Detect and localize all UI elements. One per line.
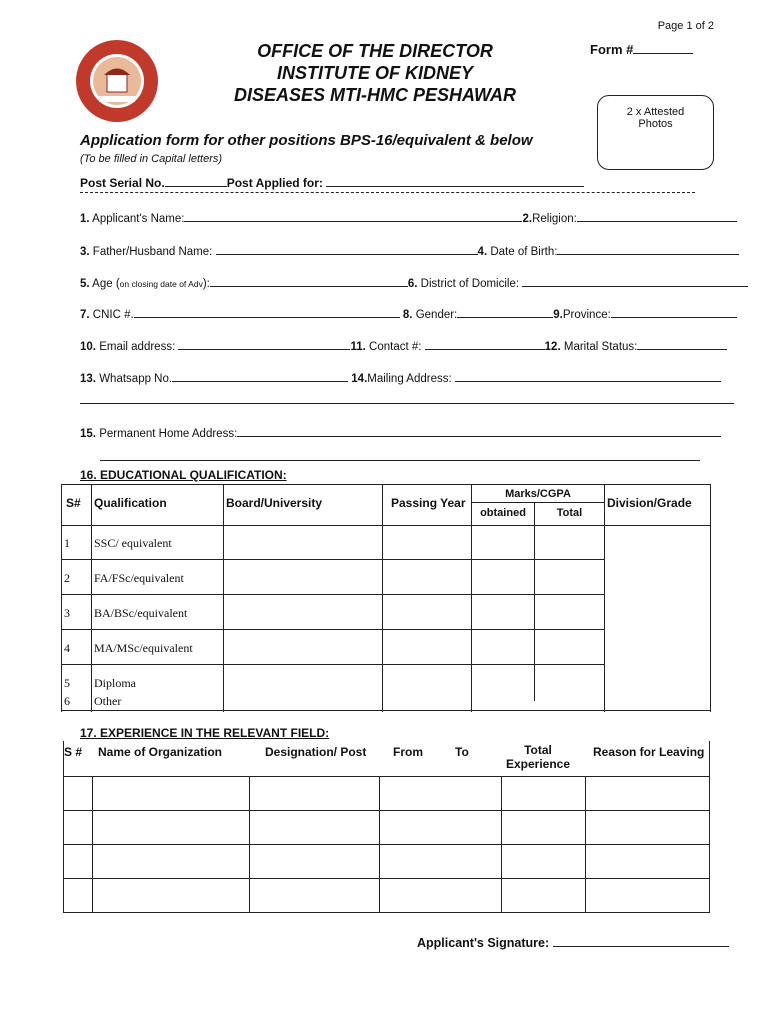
edu-header-total: Total bbox=[556, 507, 583, 519]
form-heading: Application form for other positions BPS-16/equivalent & below bbox=[80, 132, 533, 149]
edu-header-division: Division/Grade bbox=[605, 485, 711, 526]
permanent-address-label: Permanent Home Address: bbox=[99, 428, 238, 440]
field-11-number: 11. bbox=[350, 341, 366, 353]
education-table bbox=[61, 484, 711, 711]
exp-cell[interactable] bbox=[585, 776, 710, 810]
row-5-6 bbox=[80, 275, 748, 290]
marital-status-label: Marital Status: bbox=[563, 341, 638, 353]
exp-header-from: From bbox=[393, 745, 423, 759]
table-row bbox=[64, 810, 710, 844]
edu-qualification-5-6 bbox=[92, 665, 224, 711]
cnic-label: CNIC #. bbox=[92, 309, 134, 321]
edu-board-cell[interactable] bbox=[224, 665, 383, 711]
exp-cell[interactable] bbox=[501, 878, 585, 912]
exp-header-reason: Reason for Leaving bbox=[585, 741, 710, 776]
form-number bbox=[590, 42, 693, 57]
edu-qualification: MA/MSc/equivalent bbox=[92, 630, 224, 665]
field-3-number: 3. bbox=[80, 246, 90, 258]
dob-label: Date of Birth: bbox=[490, 246, 558, 258]
edu-marks-cell[interactable] bbox=[472, 595, 605, 630]
permanent-address-field[interactable] bbox=[237, 425, 721, 437]
exp-cell[interactable] bbox=[249, 878, 379, 912]
edu-sno: 2 bbox=[62, 560, 92, 595]
table-row bbox=[64, 776, 710, 810]
row-10-12 bbox=[80, 338, 727, 353]
edu-marks-cell[interactable] bbox=[472, 526, 605, 560]
form-subheading: (To be filled in Capital letters) bbox=[80, 153, 223, 165]
age-label-note: on closing date of Adv bbox=[119, 279, 203, 289]
exp-header-sno: S # bbox=[64, 741, 93, 776]
gender-field[interactable] bbox=[457, 306, 553, 318]
exp-cell[interactable] bbox=[379, 844, 501, 878]
post-serial-field[interactable] bbox=[165, 175, 227, 187]
exp-cell[interactable] bbox=[64, 776, 93, 810]
edu-header-year: Passing Year bbox=[383, 485, 472, 526]
row-1-2 bbox=[80, 210, 737, 225]
edu-sno-5-6 bbox=[62, 665, 92, 711]
edu-board-cell[interactable] bbox=[224, 560, 383, 595]
edu-qualification: FA/FSc/equivalent bbox=[92, 560, 224, 595]
field-7-number: 7. bbox=[80, 309, 90, 321]
exp-cell[interactable] bbox=[585, 844, 710, 878]
edu-header-obtained: obtained bbox=[472, 503, 535, 525]
exp-cell[interactable] bbox=[64, 878, 93, 912]
photo-box-line-1: 2 x Attested bbox=[626, 106, 685, 118]
field-10-number: 10. bbox=[80, 341, 96, 353]
mailing-address-label: Mailing Address: bbox=[367, 373, 452, 385]
field-13-number: 13. bbox=[80, 373, 96, 385]
edu-sno: 5 bbox=[64, 676, 70, 690]
exp-header-designation: Designation/ Post bbox=[265, 745, 367, 759]
edu-marks-cell[interactable] bbox=[472, 630, 605, 665]
edu-sno: 1 bbox=[62, 526, 92, 560]
age-label: Age ( bbox=[92, 278, 120, 290]
signature-field[interactable] bbox=[553, 935, 729, 947]
edu-year-cell[interactable] bbox=[383, 665, 472, 711]
contact-field[interactable] bbox=[425, 338, 545, 350]
field-5-number: 5. bbox=[80, 278, 90, 290]
field-15-number: 15. bbox=[80, 428, 96, 440]
edu-year-cell[interactable] bbox=[383, 630, 472, 665]
field-1-number: 1. bbox=[80, 213, 90, 225]
exp-cell[interactable] bbox=[379, 810, 501, 844]
divider bbox=[80, 192, 695, 199]
signature-line bbox=[417, 935, 729, 950]
edu-qualification: SSC/ equivalent bbox=[92, 526, 224, 560]
table-row bbox=[64, 844, 710, 878]
email-field[interactable] bbox=[178, 338, 350, 350]
edu-sno: 6 bbox=[64, 694, 70, 708]
row-15 bbox=[80, 425, 721, 440]
province-field[interactable] bbox=[611, 306, 737, 318]
post-applied-field[interactable] bbox=[326, 175, 584, 187]
form-number-label: Form # bbox=[590, 42, 634, 57]
field-14-number: 14. bbox=[351, 373, 368, 385]
exp-header-total: Total Experience bbox=[505, 743, 571, 771]
applicant-name-field[interactable] bbox=[184, 210, 522, 222]
title-line-3: DISEASES MTI-HMC PESHAWAR bbox=[233, 85, 517, 105]
exp-cell[interactable] bbox=[585, 878, 710, 912]
edu-qualification: Other bbox=[94, 694, 122, 708]
edu-board-cell[interactable] bbox=[224, 595, 383, 630]
gender-label: Gender: bbox=[415, 309, 458, 321]
permanent-address-line-2[interactable] bbox=[100, 460, 700, 461]
edu-division-cell[interactable] bbox=[605, 526, 711, 711]
edu-header-board: Board/University bbox=[224, 485, 383, 526]
marital-status-field[interactable] bbox=[637, 338, 727, 350]
exp-cell[interactable] bbox=[92, 776, 249, 810]
experience-table bbox=[63, 741, 710, 913]
dob-field[interactable] bbox=[557, 243, 739, 255]
whatsapp-label: Whatsapp No. bbox=[99, 373, 173, 385]
cnic-field[interactable] bbox=[134, 306, 400, 318]
exp-cell[interactable] bbox=[249, 844, 379, 878]
field-9-number: 9. bbox=[553, 309, 563, 321]
edu-header-qualification: Qualification bbox=[92, 485, 224, 526]
title-line-2: INSTITUTE OF KIDNEY bbox=[276, 63, 473, 83]
signature-label: Applicant's Signature: bbox=[417, 936, 550, 950]
post-line bbox=[80, 175, 584, 190]
exp-cell[interactable] bbox=[249, 776, 379, 810]
exp-cell[interactable] bbox=[64, 810, 93, 844]
edu-year-cell[interactable] bbox=[383, 526, 472, 560]
exp-cell[interactable] bbox=[501, 810, 585, 844]
row-7-9 bbox=[80, 306, 737, 321]
edu-board-cell[interactable] bbox=[224, 630, 383, 665]
applicant-name-label: Applicant's Name: bbox=[92, 213, 185, 225]
exp-cell[interactable] bbox=[92, 878, 249, 912]
row-3-4 bbox=[80, 243, 739, 258]
row-13-14 bbox=[80, 370, 721, 385]
exp-cell[interactable] bbox=[501, 776, 585, 810]
edu-year-cell[interactable] bbox=[383, 595, 472, 630]
edu-sno: 4 bbox=[62, 630, 92, 665]
edu-header-marks: Marks/CGPA obtained Total bbox=[472, 485, 605, 526]
religion-field[interactable] bbox=[577, 210, 737, 222]
exp-cell[interactable] bbox=[92, 810, 249, 844]
edu-qualification: Diploma bbox=[94, 676, 136, 690]
post-serial-label: Post Serial No. bbox=[80, 176, 165, 190]
experience-section-title: 17. EXPERIENCE IN THE RELEVANT FIELD: bbox=[80, 726, 330, 740]
exp-cell[interactable] bbox=[585, 810, 710, 844]
title-line-1: OFFICE OF THE DIRECTOR bbox=[257, 41, 493, 61]
exp-cell[interactable] bbox=[92, 844, 249, 878]
exp-header-to: To bbox=[455, 745, 469, 759]
age-field[interactable] bbox=[210, 275, 408, 287]
exp-cell[interactable] bbox=[64, 844, 93, 878]
post-applied-label: Post Applied for: bbox=[226, 176, 323, 190]
father-name-label: Father/Husband Name: bbox=[92, 246, 213, 258]
edu-header-sno: S# bbox=[62, 485, 92, 526]
exp-cell[interactable] bbox=[501, 844, 585, 878]
mailing-address-field[interactable] bbox=[455, 370, 721, 382]
edu-sno: 3 bbox=[62, 595, 92, 630]
exp-header-org: Name of Organization bbox=[98, 745, 223, 759]
institute-logo bbox=[74, 38, 160, 124]
field-6-number: 6. bbox=[407, 278, 418, 290]
field-12-number: 12. bbox=[544, 341, 561, 353]
field-2-number: 2. bbox=[522, 213, 533, 225]
exp-cell[interactable] bbox=[379, 878, 501, 912]
office-title bbox=[210, 40, 540, 106]
edu-marks-cell[interactable] bbox=[472, 560, 605, 595]
edu-marks-cell[interactable] bbox=[472, 665, 605, 711]
photo-box-line-2: Photos bbox=[638, 118, 673, 130]
edu-qualification: BA/BSc/equivalent bbox=[92, 595, 224, 630]
domicile-field[interactable] bbox=[522, 275, 748, 287]
province-label: Province: bbox=[562, 309, 611, 321]
edu-board-cell[interactable] bbox=[224, 526, 383, 560]
exp-cell[interactable] bbox=[249, 810, 379, 844]
contact-label: Contact #: bbox=[369, 341, 422, 353]
education-section-title: 16. EDUCATIONAL QUALIFICATION: bbox=[80, 468, 287, 482]
edu-year-cell[interactable] bbox=[383, 560, 472, 595]
religion-label: Religion: bbox=[532, 213, 577, 225]
mailing-address-line-2[interactable] bbox=[80, 403, 734, 404]
exp-cell[interactable] bbox=[379, 776, 501, 810]
email-label: Email address: bbox=[99, 341, 176, 353]
age-label-end: ): bbox=[202, 278, 210, 290]
domicile-label: District of Domicile: bbox=[420, 278, 520, 290]
field-8-number: 8. bbox=[402, 309, 413, 321]
photo-box[interactable] bbox=[597, 95, 714, 170]
form-number-field[interactable] bbox=[633, 42, 693, 54]
field-4-number: 4. bbox=[477, 246, 488, 258]
whatsapp-field[interactable] bbox=[172, 370, 348, 382]
table-row bbox=[62, 526, 711, 560]
father-name-field[interactable] bbox=[216, 243, 478, 255]
page-indicator: Page 1 of 2 bbox=[657, 20, 714, 32]
table-row bbox=[64, 878, 710, 912]
